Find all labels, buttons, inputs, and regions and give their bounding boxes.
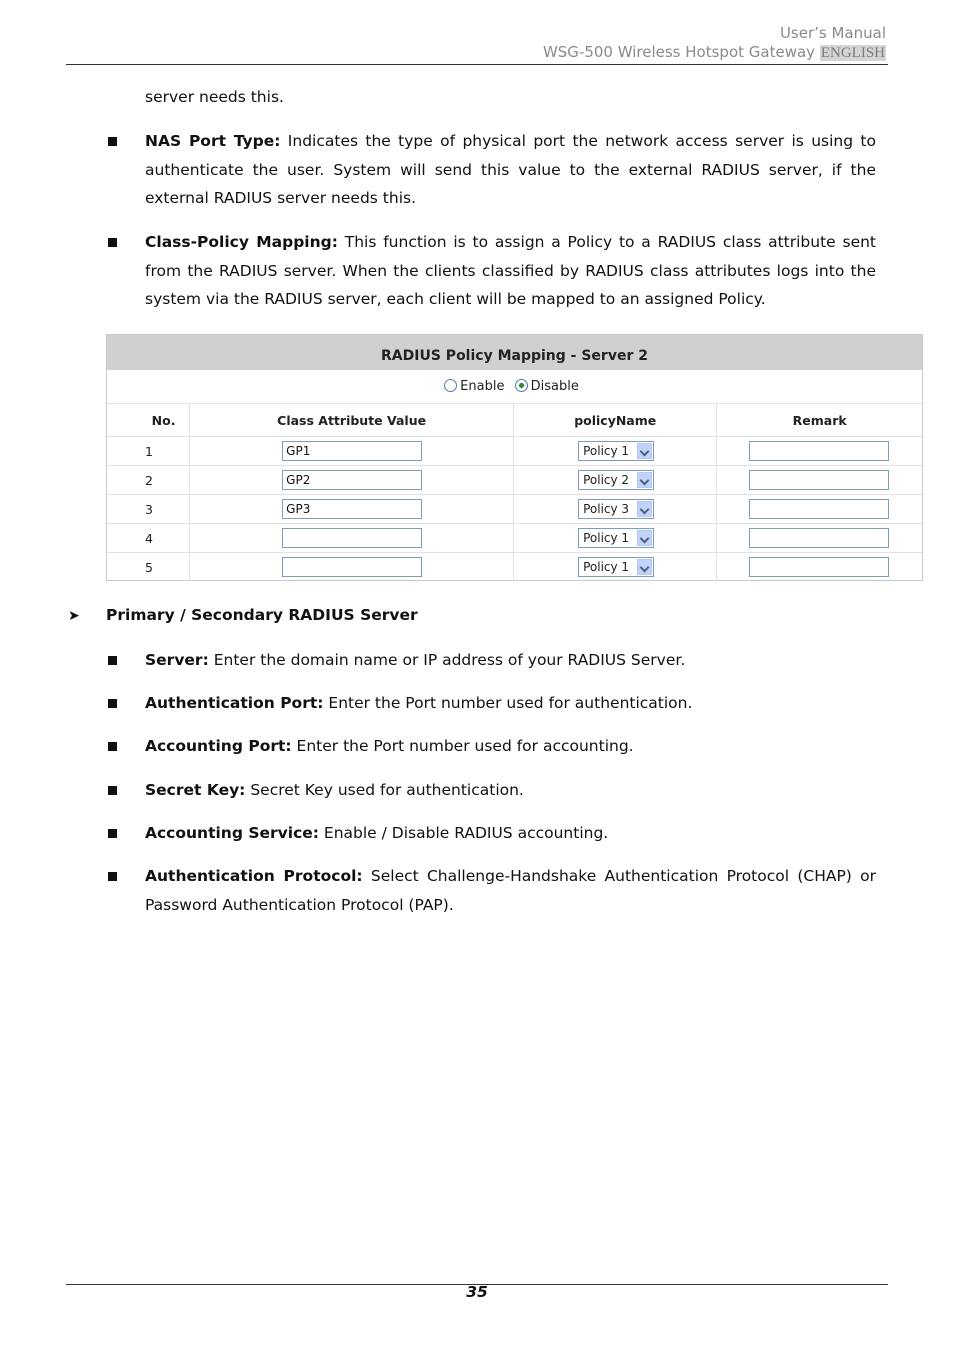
row-number: 5: [107, 553, 190, 582]
chevron-down-icon[interactable]: [637, 501, 652, 517]
class-value-input[interactable]: GP3: [282, 499, 422, 519]
policy-mapping-table: [107, 404, 922, 581]
class-value-input[interactable]: GP2: [282, 470, 422, 490]
bullet-term: Server:: [145, 651, 209, 669]
policy-select[interactable]: [578, 528, 654, 548]
row-number: 2: [107, 466, 190, 495]
column-header-remark: Remark: [717, 404, 922, 437]
policy-cell: [514, 553, 717, 582]
row-number: 3: [107, 495, 190, 524]
bullet-marker: [108, 137, 117, 146]
disable-radio-label[interactable]: Disable: [530, 379, 579, 394]
header-product-name: WSG-500 Wireless Hotspot Gateway: [542, 43, 816, 61]
radius-policy-mapping-panel: [106, 334, 923, 581]
bullet-marker: [108, 786, 117, 795]
bullet-accounting-service: [145, 819, 876, 848]
bullet-term: NAS Port Type:: [145, 132, 281, 150]
bullet-term: Accounting Port:: [145, 737, 292, 755]
policy-select-value: Policy 1: [583, 560, 630, 574]
header-manual-title: User’s Manual: [779, 24, 886, 42]
chevron-down-icon[interactable]: [637, 530, 652, 546]
class-value-cell: [190, 524, 514, 553]
page-number: 35: [466, 1283, 488, 1301]
bullet-text: Enter the domain name or IP address of your RADIUS Server.: [208, 651, 686, 669]
remark-cell: [717, 437, 922, 466]
bullet-term: Class-Policy Mapping:: [145, 233, 338, 251]
bullet-text: Enable / Disable RADIUS accounting.: [318, 824, 609, 842]
table-row: [107, 524, 922, 553]
policy-select[interactable]: [578, 441, 654, 461]
policy-cell: [514, 437, 717, 466]
remark-input[interactable]: [749, 528, 889, 548]
section-title: Primary / Secondary RADIUS Server: [106, 606, 418, 624]
policy-select[interactable]: [578, 499, 654, 519]
chevron-down-icon[interactable]: [637, 472, 652, 488]
bullet-text: Secret Key used for authentication.: [245, 781, 524, 799]
remark-input[interactable]: [749, 441, 889, 461]
column-header-no: No.: [107, 404, 190, 437]
class-value-cell: [190, 437, 514, 466]
policy-cell: [514, 466, 717, 495]
intro-text: server needs this.: [145, 88, 284, 106]
remark-input[interactable]: [749, 499, 889, 519]
bullet-marker: [108, 742, 117, 751]
bullet-marker: [108, 656, 117, 665]
policy-select-value: Policy 1: [583, 444, 630, 458]
header-product-line: [543, 43, 886, 63]
column-header-class-attribute: Class Attribute Value: [190, 404, 514, 437]
bullet-text: Enter the Port number used for accounting.: [291, 737, 634, 755]
class-value-cell: [190, 495, 514, 524]
bullet-server: [145, 646, 876, 675]
policy-select-value: Policy 3: [583, 502, 630, 516]
class-value-cell: [190, 553, 514, 582]
remark-cell: [717, 495, 922, 524]
remark-cell: [717, 524, 922, 553]
policy-cell: [514, 495, 717, 524]
class-value-input[interactable]: GP1: [282, 441, 422, 461]
bullet-text: Select Challenge-Handshake Authentication Protocol (CHAP) or Password Authentication Protocol (PAP).: [145, 867, 876, 914]
bullet-marker: [108, 872, 117, 881]
class-value-input[interactable]: [282, 528, 422, 548]
bullet-term: Secret Key:: [145, 781, 246, 799]
bullet-marker: [108, 699, 117, 708]
table-row: [107, 437, 922, 466]
bullet-text: This function is to assign a Policy to a RADIUS class attribute sent from the RADIUS server. When the clients classified by RADIUS class attributes logs into the system via the RADIUS server, each client will be mapped to an assigned Policy.: [145, 233, 877, 308]
bullet-marker: [108, 238, 117, 247]
header-divider: [66, 64, 888, 65]
bullet-term: Authentication Protocol:: [145, 867, 363, 885]
remark-input[interactable]: [749, 557, 889, 577]
bullet-text: Enter the Port number used for authentication.: [323, 694, 693, 712]
policy-select-value: Policy 2: [583, 473, 630, 487]
bullet-secret-key: [145, 776, 876, 805]
policy-select[interactable]: [578, 470, 654, 490]
enable-disable-radio-group: [107, 371, 922, 404]
bullet-term: Accounting Service:: [145, 824, 319, 842]
policy-cell: [514, 524, 717, 553]
bullet-marker: [108, 829, 117, 838]
bullet-authentication-protocol: [145, 862, 876, 919]
remark-cell: [717, 553, 922, 582]
table-row: [107, 466, 922, 495]
row-number: 1: [107, 437, 190, 466]
chevron-down-icon[interactable]: [637, 559, 652, 575]
enable-radio[interactable]: [444, 379, 457, 392]
bullet-accounting-port: [145, 732, 876, 761]
column-header-policy-name: policyName: [514, 404, 717, 437]
enable-radio-label[interactable]: Enable: [460, 379, 505, 394]
header-language-tag: ENGLISH: [820, 45, 885, 61]
bullet-term: Authentication Port:: [145, 694, 324, 712]
remark-input[interactable]: [749, 470, 889, 490]
table-row: [107, 495, 922, 524]
bullet-authentication-port: [145, 689, 876, 718]
table-header-row: [107, 404, 922, 437]
panel-title: RADIUS Policy Mapping - Server 2: [107, 335, 922, 370]
policy-select-value: Policy 1: [583, 531, 630, 545]
bullet-text: Indicates the type of physical port the network access server is using to authenticate the user. System will send this value to the external RADIUS server, if the external RADIUS server needs this.: [145, 132, 876, 207]
table-row: [107, 553, 922, 582]
page-header: [543, 24, 886, 63]
bullet-class-policy-mapping: [145, 228, 876, 314]
class-value-cell: [190, 466, 514, 495]
row-number: 4: [107, 524, 190, 553]
arrow-bullet-icon: ➤: [68, 608, 80, 624]
policy-select[interactable]: [578, 557, 654, 577]
class-value-input[interactable]: [282, 557, 422, 577]
disable-radio[interactable]: [515, 379, 528, 392]
remark-cell: [717, 466, 922, 495]
chevron-down-icon[interactable]: [637, 443, 652, 459]
bullet-nas-port-type: [145, 127, 876, 213]
